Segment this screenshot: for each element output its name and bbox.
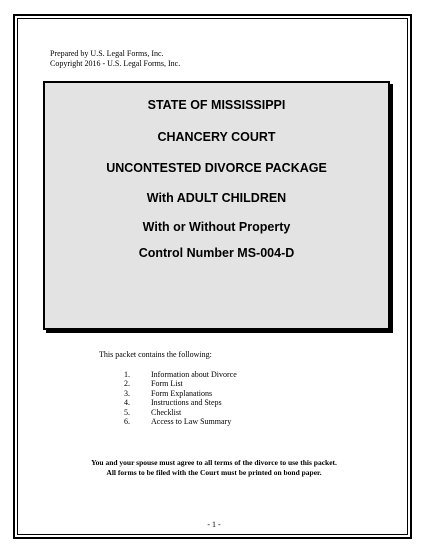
list-item-label: Form List [151,379,183,389]
list-item-label: Form Explanations [151,388,213,398]
list-item [124,379,237,388]
agreement-notice: You and your spouse must agree to all terms of the divorce to use this packet. [91,458,337,467]
property-subtitle: With or Without Property [142,220,291,234]
list-item [124,398,237,407]
court-title: CHANCERY COURT [157,130,276,144]
list-item-number: 5. [124,407,130,417]
list-item-number: 4. [124,398,130,408]
prepared-by-line: Prepared by U.S. Legal Forms, Inc. [50,49,164,58]
preparer-credit [50,49,180,69]
list-item-number: 2. [124,379,130,389]
list-item-number: 6. [124,417,130,427]
contents-list [124,370,237,426]
package-title: UNCONTESTED DIVORCE PACKAGE [106,161,327,175]
list-item [124,370,237,379]
copyright-line: Copyright 2016 - U.S. Legal Forms, Inc. [50,59,181,68]
contents-intro: This packet contains the following: [99,350,212,359]
list-item-label: Information about Divorce [151,370,237,379]
list-item-label: Access to Law Summary [151,417,232,427]
children-subtitle: With ADULT CHILDREN [146,191,287,205]
list-item-label: Checklist [151,407,182,417]
list-item [124,389,237,398]
list-item [124,408,237,417]
list-item-label: Instructions and Steps [151,398,222,408]
list-item-number: 3. [124,388,130,398]
page-number: - 1 - [207,520,221,529]
control-number: Control Number MS-004-D [138,246,295,260]
title-box [43,81,390,330]
list-item [124,417,237,426]
list-item-number: 1. [124,370,130,379]
state-title: STATE OF MISSISSIPPI [147,98,286,112]
bond-paper-notice: All forms to be filed with the Court must be printed on bond paper. [106,468,322,477]
